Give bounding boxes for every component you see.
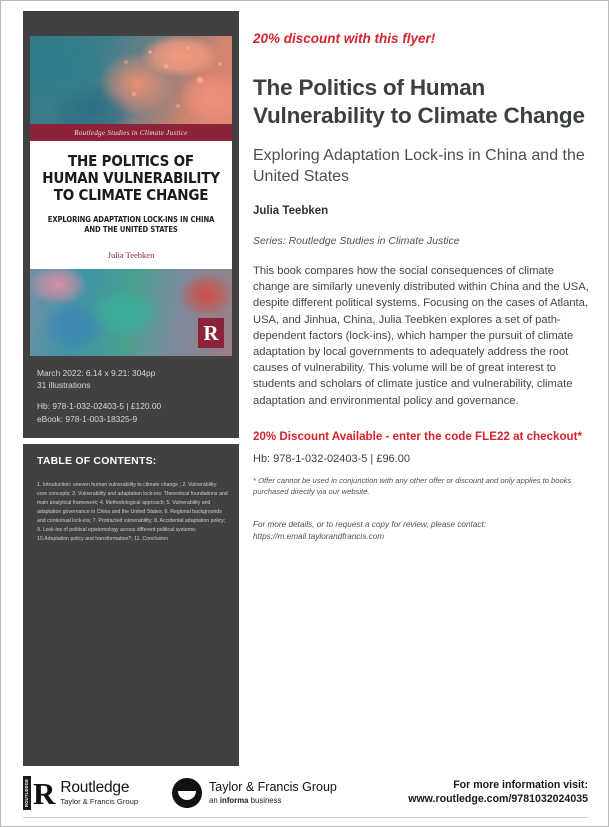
book-description: This book compares how the social consequences of climate change are similarly unevenly distributed within China and the USA, despite different political systems. Focusing on the cases of Atlanta, USA, and Jinhua, China, Julia Teebken explores a set of path-dependent factors (lock-ins), which hamper the pursuit of climate adaptation by local governments to adequately address the root causes of vulnerability. This volume will be of great interest to students and scholars of climate justice and vulnerability, climate adaptation and environmental policy and governance. [253, 264, 589, 407]
informa-brand: informa [219, 795, 249, 805]
cover-series-band [30, 124, 232, 141]
taylor-francis-name: Taylor & Francis Group [209, 779, 337, 794]
cover-text-area [30, 141, 232, 269]
footer-logos [23, 776, 337, 810]
cover-series-text: Routledge Studies in Climate Justice [74, 128, 188, 137]
cover-author: Julia Teebken [107, 250, 155, 261]
routledge-r-icon: R [33, 775, 56, 811]
informa-boat-icon [172, 778, 202, 808]
routledge-wordmark [60, 780, 138, 806]
ebook-isbn: eBook: 978-1-003-18325-9 [37, 413, 138, 424]
footer-info-url[interactable]: www.routledge.com/9781032024035 [408, 793, 588, 806]
cover-artwork-top [30, 36, 232, 124]
book-series: Series: Routledge Studies in Climate Justice [253, 234, 460, 247]
footer-info-label: For more information visit: [453, 779, 588, 791]
routledge-subtitle: Taylor & Francis Group [60, 797, 139, 807]
left-info-panel [23, 11, 239, 766]
routledge-name: Routledge [60, 778, 130, 796]
discount-code-heading: 20% Discount Available - enter the code FLE22 at checkout* [253, 429, 583, 443]
book-subtitle: Exploring Adaptation Lock-ins in China and the United States [253, 147, 585, 186]
footer-rule [23, 817, 588, 818]
publication-format-group [37, 367, 229, 391]
cover-artwork-bottom [30, 269, 232, 356]
main-content-column [253, 31, 590, 543]
page-footer [23, 776, 588, 818]
panel-divider [23, 438, 239, 444]
publication-metadata [37, 367, 229, 425]
table-of-contents-heading: TABLE OF CONTENTS: [37, 455, 157, 467]
cover-subtitle: EXPLORING ADAPTATION LOCK-INS IN CHINA AND THE UNITED STATES [47, 215, 215, 234]
publication-price-group [37, 400, 229, 424]
contact-note: For more details, or to request a copy for review, please contact: https://m.email.taylorandfrancis.com [253, 519, 486, 541]
discount-price: Hb: 978-1-032-02403-5 | £96.00 [253, 452, 410, 465]
taylor-francis-wordmark [209, 781, 337, 805]
book-author: Julia Teebken [253, 204, 329, 217]
hardback-isbn-price: Hb: 978-1-032-02403-5 | £120.00 [37, 401, 162, 412]
book-cover-image [30, 36, 232, 356]
cover-title: THE POLITICS OF HUMAN VULNERABILITY TO CLIMATE CHANGE [42, 152, 220, 205]
informa-suffix: business [248, 795, 282, 805]
discount-terms-note: * Offer cannot be used in conjunction with any other offer or discount and only applies to books purchased directly via our website. [253, 475, 572, 496]
informa-business-line [209, 796, 337, 805]
publication-illustrations: 31 illustrations [37, 380, 91, 391]
table-of-contents-body: 1. Introduction: uneven human vulnerability to climate change ; 2. Vulnerability: core concepts; 3. Vulnerability and adaptation lock-ins: Theoretical foundations and main analytical framework; 4. Methodological approach; 5. Vulnerability and adaptation governance in China and the United States; 6. Regional backgrounds and contextual lock-ins; 7. Protracted vulnerability; 8. Accidental adaptation policy; 9. Lock-ins of political epistemology across different political systems; 10.Adaptation policy and transformation?; 11. Conclusion [37, 482, 228, 542]
flyer-discount-banner: 20% discount with this flyer! [253, 31, 436, 46]
page-title: The Politics of Human Vulnerability to Climate Change [253, 75, 585, 129]
routledge-r-logo-icon: R [198, 318, 224, 348]
footer-more-information [408, 778, 588, 807]
publication-date-size-pages: March 2022: 6.14 x 9.21: 304pp [37, 368, 156, 378]
routledge-spine-text: ROUTLEDGE [23, 776, 31, 810]
taylor-francis-logo [172, 778, 337, 808]
informa-prefix: an [209, 795, 220, 805]
routledge-logo [23, 776, 138, 810]
